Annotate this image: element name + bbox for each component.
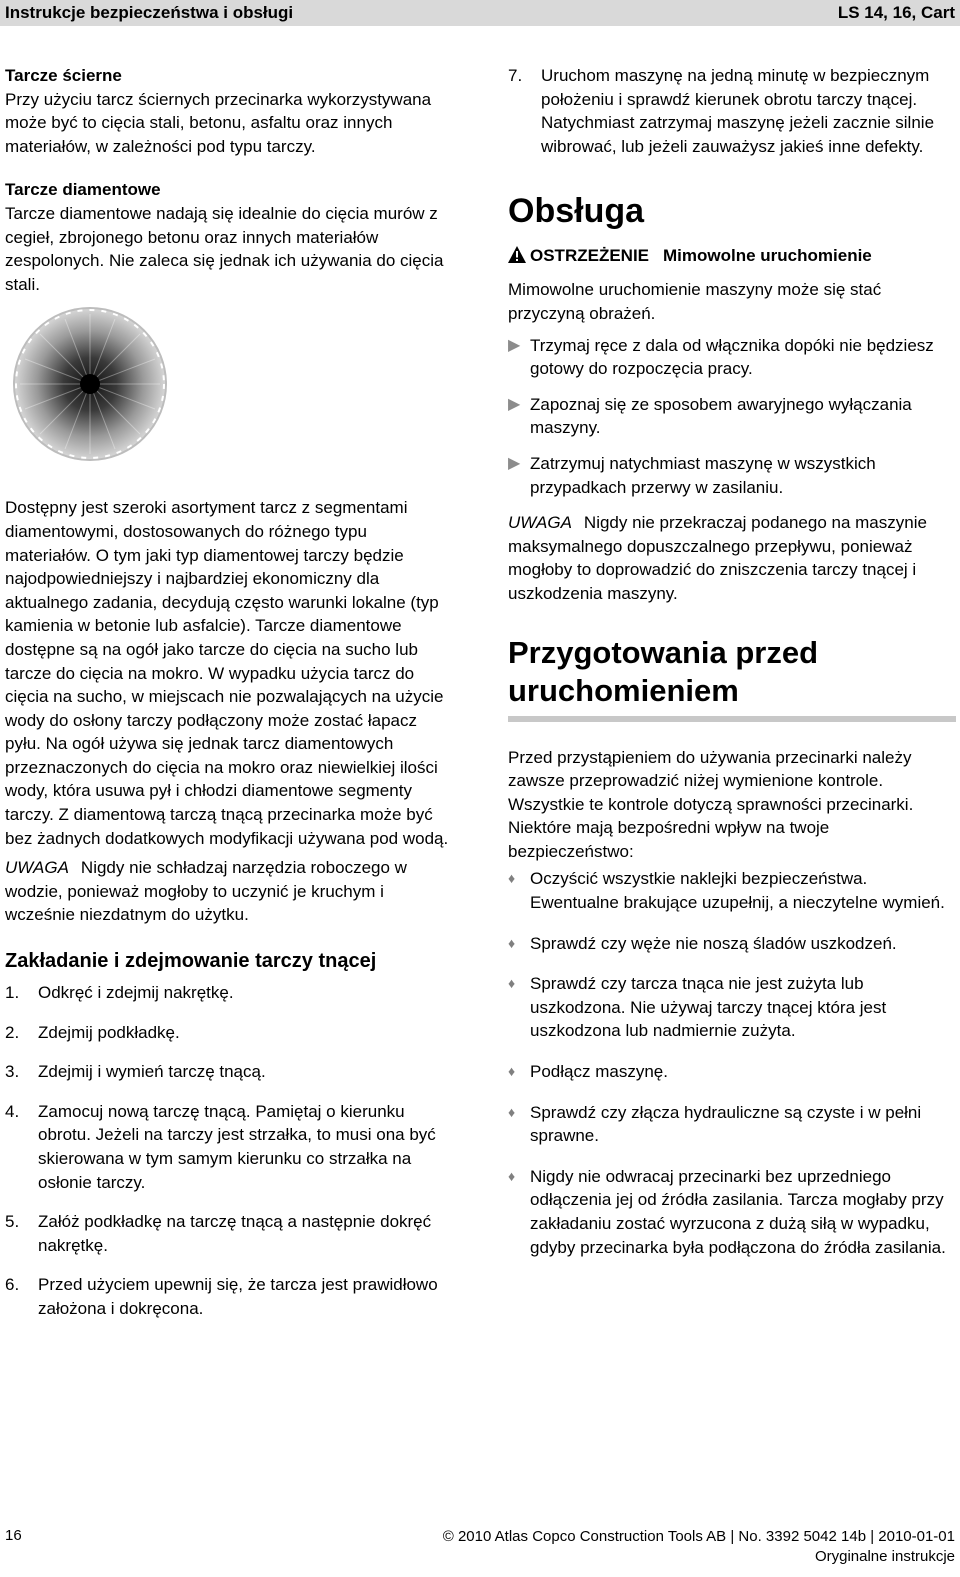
page-number: 16	[5, 1527, 22, 1544]
warning-label: OSTRZEŻENIE	[530, 246, 650, 266]
arrow-bullet-icon: ▶	[508, 454, 521, 472]
item-text: Nigdy nie odwracaj przecinarki bez uprzedniego odłączenia jej od źródła zasilania. Tarcza mogłaby przy zakładaniu zostać wyrzucona z dużą siłą w wypadku, gdyby przecinarka była podłączona do źródła zasilania.	[530, 1166, 946, 1257]
header-bar	[0, 0, 960, 26]
right-column	[508, 64, 956, 1276]
model-label: LS 14, 16, Cart	[837, 3, 955, 22]
warning-title: Mimowolne uruchomienie	[663, 246, 872, 266]
warning-icon	[508, 246, 526, 270]
document-title: Instrukcje bezpieczeństwa i obsługi	[5, 3, 294, 22]
step-text: Zdejmij i wymień tarczę tnącą.	[38, 1062, 266, 1082]
mounting-heading: Zakładanie i zdejmowanie tarczy tnącej	[5, 950, 377, 973]
step-text: Uruchom maszynę na jedną minutę w bezpiecznym położeniu i sprawdź kierunek obrotu tarczy tnącej. Natychmiast zatrzymaj maszynę jeżeli zacznie silnie wibrować, lub jeżeli zauważysz jakieś inne defekty.	[541, 66, 935, 156]
diamond-blade-icon	[10, 304, 170, 464]
note-cold-water	[5, 856, 455, 927]
operation-list	[508, 334, 956, 500]
note-label: UWAGA	[5, 858, 69, 878]
step-text: Zamocuj nową tarczę tnącą. Pamiętaj o kierunku obrotu. Jeżeli na tarczy jest strzałka, to musi ona być skierowana w tym samym kierunku co strzałka na osłonie tarczy.	[38, 1101, 436, 1192]
list-item	[5, 1273, 455, 1320]
item-text: Sprawdź czy złącza hydrauliczne są czyste i w pełni sprawne.	[530, 1102, 922, 1146]
item-text: Oczyścić wszystkie naklejki bezpieczeństwa. Ewentualne brakujące uzupełnij, a nieczytelne wymień.	[530, 869, 945, 913]
list-item	[508, 393, 956, 440]
arrow-bullet-icon: ▶	[508, 336, 521, 354]
note-text: Nigdy nie schładzaj narzędzia roboczego w wodzie, ponieważ mogłoby to uczynić je kruchym i wcześnie niezdatnym do użytku.	[5, 858, 407, 925]
prep-title-line1: Przygotowania przed	[508, 634, 819, 670]
prep-intro: Przed przystąpieniem do używania przecinarki należy zawsze przeprowadzić niżej wymienione kontrole. Wszystkie te kontrole dotyczą sprawności przecinarki. Niektóre mają bezpośredni wpływ na twoje bezpieczeństwo:	[508, 747, 914, 861]
item-text: Sprawdź czy tarcza tnąca nie jest zużyta lub uszkodzona. Nie używaj tarczy tnącej która jest uszkodzona lub nadmiernie zużyta.	[530, 974, 887, 1041]
step-text: Zdejmij podkładkę.	[38, 1022, 180, 1042]
list-item	[5, 981, 455, 1005]
warning-line	[508, 244, 956, 270]
step-number: 7.	[508, 66, 523, 85]
step-number: 4.	[5, 1101, 20, 1121]
item-text: Zatrzymuj natychmiast maszynę w wszystkich przypadkach przerwy w zasilaniu.	[530, 453, 876, 497]
left-column	[5, 64, 455, 1337]
diamond-heading: Tarcze diamentowe	[5, 180, 161, 200]
prep-checklist	[508, 867, 956, 1259]
list-item	[508, 334, 956, 381]
operation-title: Obsługa	[508, 192, 645, 231]
diamond-bullet-icon: ♦	[508, 1063, 516, 1080]
note-flow	[508, 511, 956, 605]
note-text: Nigdy nie przekraczaj podanego na maszynie maksymalnego dopuszczalnego przepływu, ponieważ mogłoby to doprowadzić do zniszczenia tarczy tnącej i uszkodzenia maszyny.	[508, 513, 927, 603]
diamond-bullet-icon: ♦	[508, 975, 516, 992]
diamond-bullet-icon: ♦	[508, 870, 516, 887]
list-item	[508, 452, 956, 499]
item-text: Sprawdź czy węże nie noszą śladów uszkodzeń.	[530, 933, 897, 953]
warning-text: Mimowolne uruchomienie maszyny może się stać przyczyną obrażeń.	[508, 280, 882, 323]
list-item	[508, 972, 956, 1043]
step-number: 2.	[5, 1022, 20, 1042]
note-label: UWAGA	[508, 513, 572, 533]
step-text: Załóż podkładkę na tarczę tnącą a następnie dokręć nakrętkę.	[38, 1212, 432, 1255]
item-text: Zapoznaj się ze sposobem awaryjnego wyłączania maszyny.	[530, 394, 912, 438]
abrasive-text: Przy użyciu tarcz ściernych przecinarka wykorzystywana może być to cięcia stali, betonu, asfaltu oraz innych materiałów, w zależności pod typu tarczy.	[5, 89, 432, 156]
list-item	[508, 932, 956, 956]
mounting-steps	[5, 981, 455, 1321]
list-item	[508, 867, 956, 914]
footer-info	[443, 1527, 955, 1567]
list-item	[5, 1021, 455, 1045]
abrasive-heading: Tarcze ścierne	[5, 66, 122, 85]
copyright-line: © 2010 Atlas Copco Construction Tools AB | No. 3392 5042 14b | 2010-01-01	[442, 1528, 955, 1545]
list-item	[508, 1165, 956, 1259]
list-item	[508, 1060, 956, 1084]
arrow-bullet-icon: ▶	[508, 395, 521, 413]
diamond-bullet-icon: ♦	[508, 1103, 516, 1120]
diamond-bullet-icon: ♦	[508, 934, 516, 951]
diamond-text: Tarcze diamentowe nadają się idealnie do cięcia murów z cegieł, zbrojonego betonu oraz innych materiałów zespolonych. Nie zaleca się jednak ich używania do cięcia stali.	[5, 203, 444, 294]
diamond-bullet-icon: ♦	[508, 1167, 516, 1184]
step-text: Przed użyciem upewnij się, że tarcza jest prawidłowo założona i dokręcona.	[38, 1275, 438, 1318]
list-item	[508, 64, 956, 158]
step-number: 1.	[5, 983, 20, 1003]
mounting-steps-continued	[508, 64, 956, 158]
item-text: Podłącz maszynę.	[530, 1062, 668, 1082]
list-item	[5, 1060, 455, 1084]
item-text: Trzymaj ręce z dala od włącznika dopóki nie będziesz gotowy do rozpoczęcia pracy.	[530, 335, 934, 379]
step-number: 5.	[5, 1212, 20, 1232]
original-label: Oryginalne instrukcje	[814, 1548, 955, 1565]
list-item	[5, 1100, 455, 1194]
list-item	[508, 1101, 956, 1148]
step-text: Odkręć i zdejmij nakrętkę.	[38, 983, 234, 1003]
assortment-text: Dostępny jest szeroki asortyment tarcz z segmentami diamentowymi, dostosowanych do różnego typu materiałów. O tym jaki typ diamentowej tarczy będzie najodpowiedniejszy i najbardziej ekonomiczny dla aktualnego zadania, decydują często warunki lokalne (typ kamienia w betonie lub asfalcie). Tarcze diamentowe dostępne są na ogół jako tarcze do cięcia na sucho lub tarcze do cięcia na mokro. W wypadku użycia tarcz do cięcia na sucho, w miejscach nie pozwalających na użycie wody do osłony tarczy podłączony może zostać łapacz pyłu. Na ogół używa się jednak tarcz diamentowych przeznaczonych do cięcia na mokro oraz niewielkiej ilości wody, która usuwa pył i chłodzi diamentowe segmenty tarczy. Z diamentową tarczą tnącą przecinarka może być bez żadnych dodatkowych modyfikacji używana pod wodą.	[5, 498, 449, 848]
diamond-blade-image	[10, 304, 170, 464]
step-number: 6.	[5, 1275, 20, 1295]
list-item	[5, 1210, 455, 1257]
step-number: 3.	[5, 1062, 20, 1082]
prep-title-line2: uruchomieniem	[508, 672, 739, 708]
